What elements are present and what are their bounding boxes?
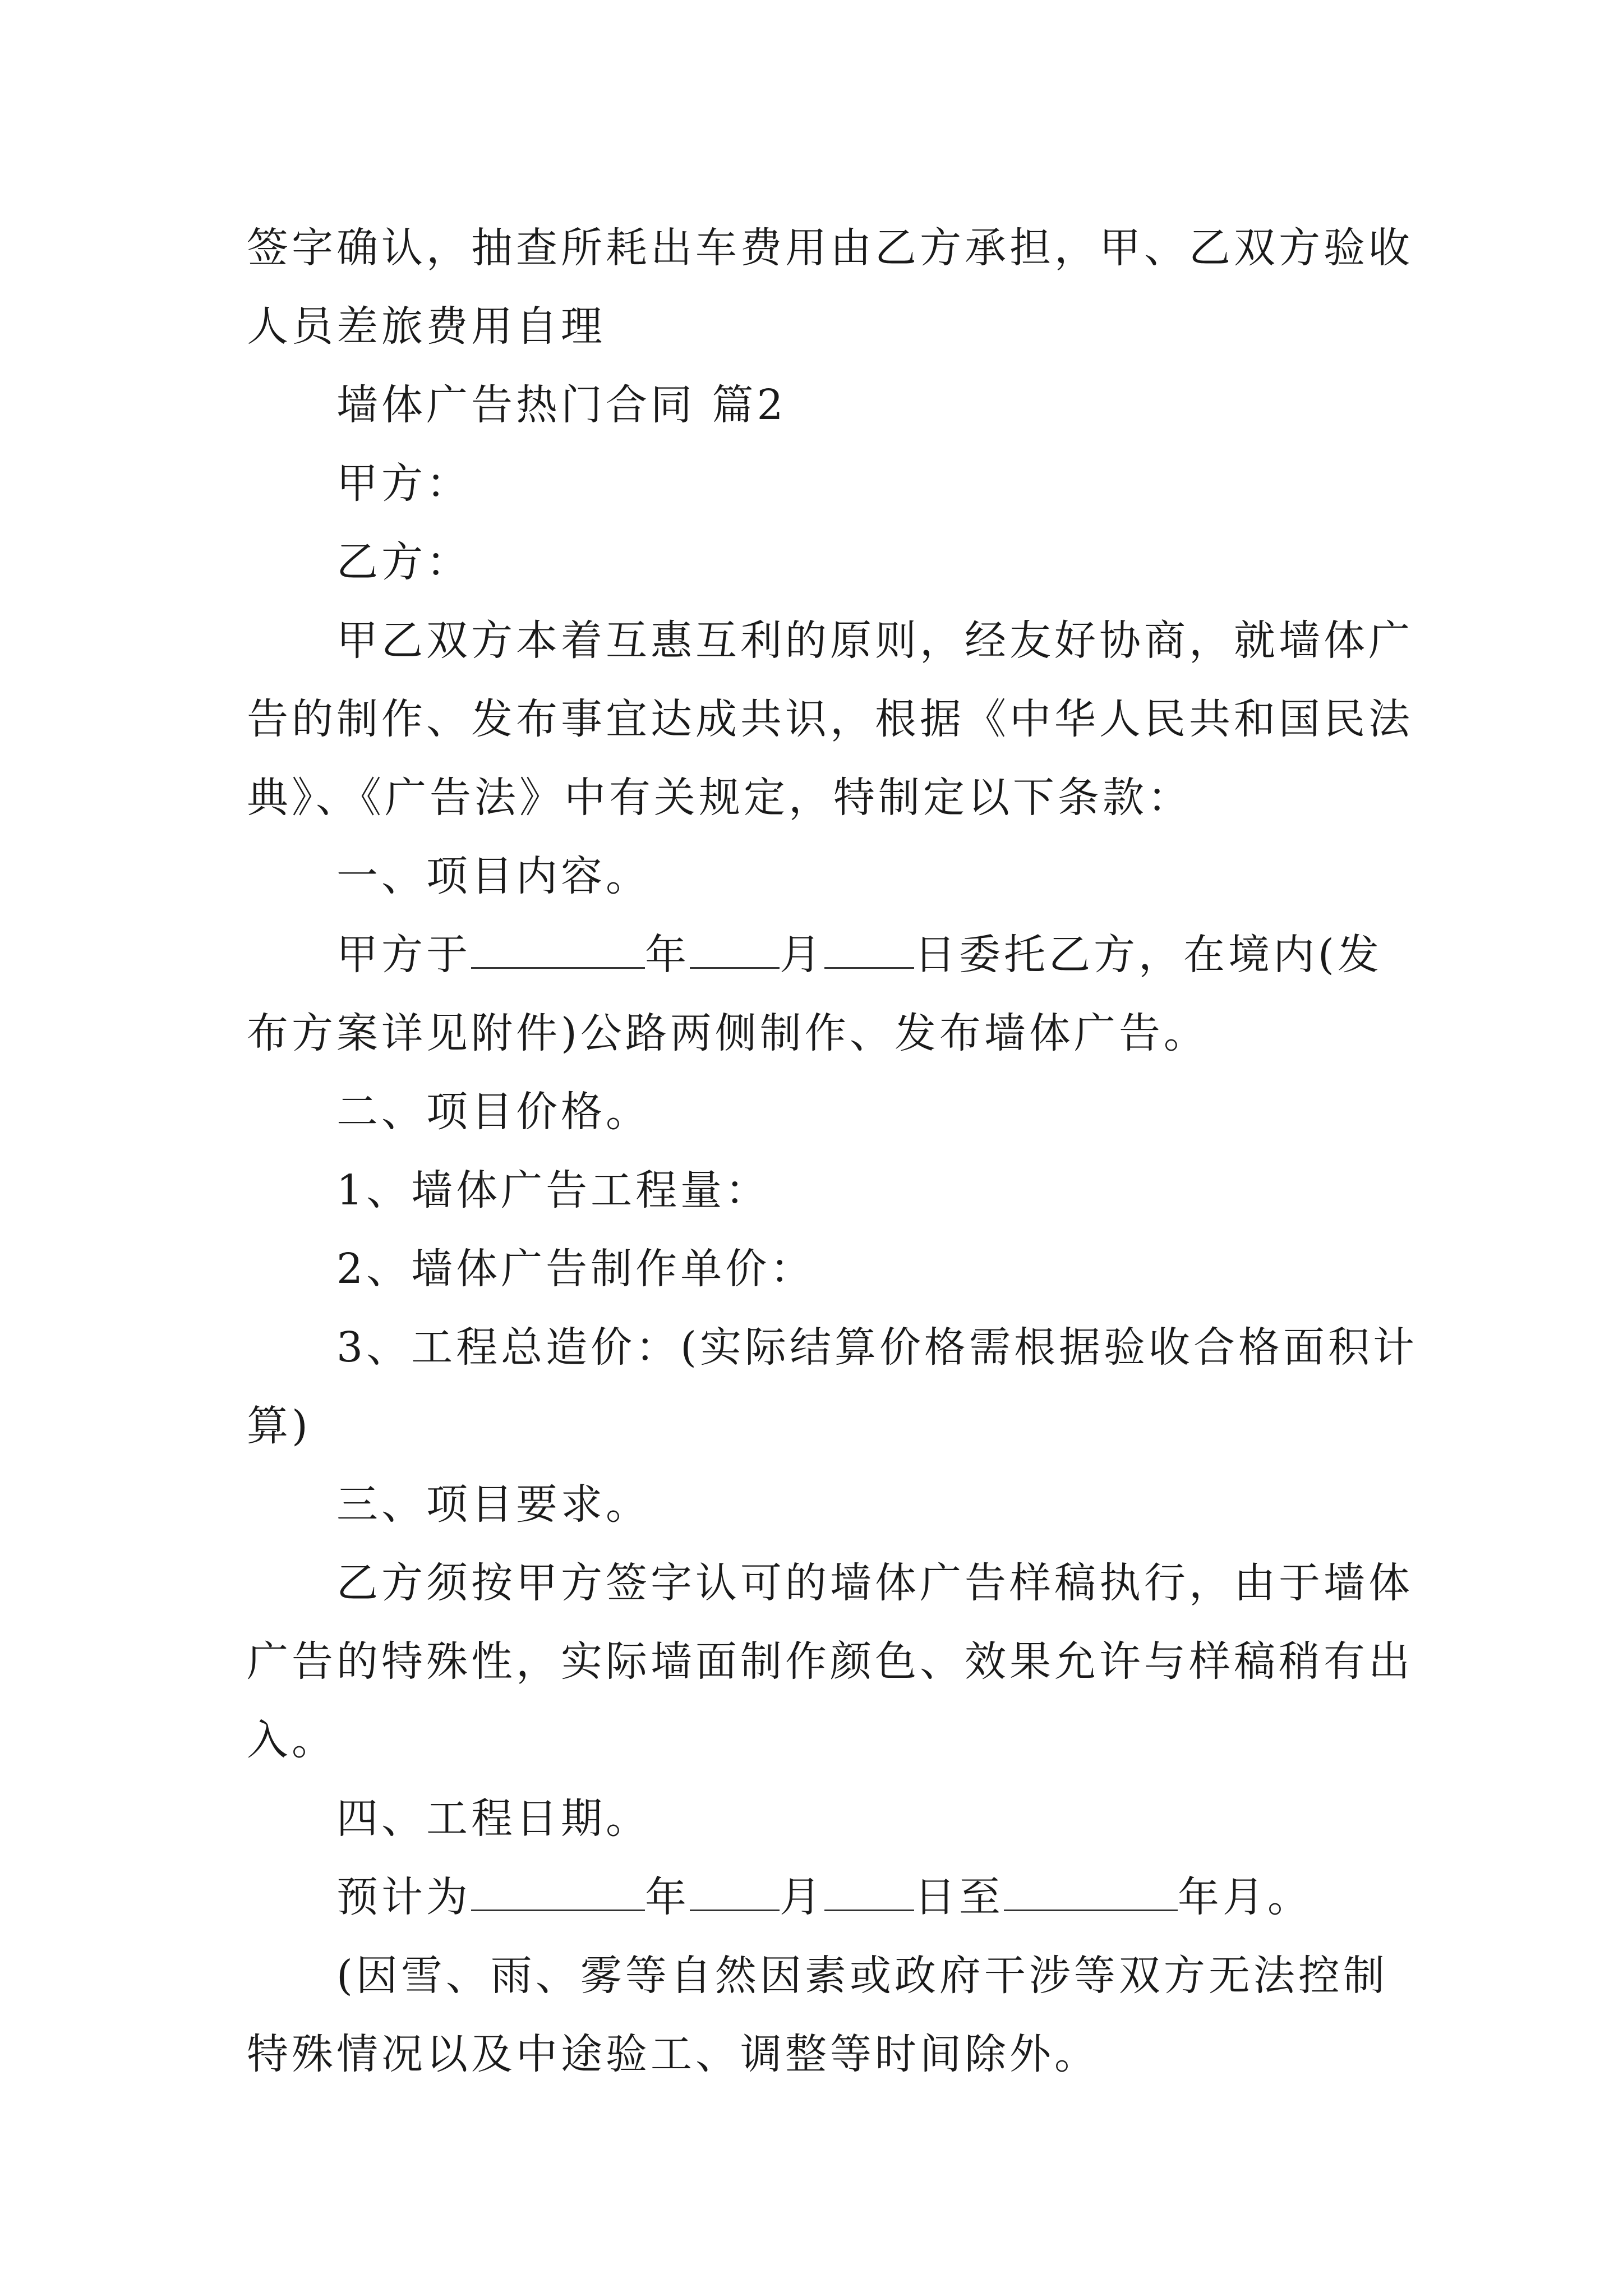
schedule-text-1: 预计为 [336, 1873, 471, 1921]
entrust-text-3: 月 [780, 931, 824, 979]
text-line-6: 甲乙双方本着互惠互利的原则，经友好协商，就墙体广 [336, 616, 1413, 665]
clause-heading-1: 一、项目内容。 [336, 852, 651, 900]
clause-heading-3: 三、项目要求。 [336, 1480, 651, 1529]
text-line-24: 特殊情况以及中途验工、调整等时间除外。 [247, 2030, 1099, 2078]
start-day-blank [824, 1865, 914, 1911]
text-line-18: 乙方须按甲方签字认可的墙体广告样稿执行，由于墙体 [336, 1559, 1413, 1607]
day-blank [824, 922, 914, 969]
price-item-2: 2、墙体广告制作单价： [336, 1245, 815, 1293]
text-line-1: 签字确认，抽查所耗出车费用由乙方承担，甲、乙双方验收 [247, 224, 1413, 272]
start-month-blank [690, 1865, 780, 1911]
price-item-3: 3、工程总造价：(实际结算价格需根据验收合格面积计 [336, 1323, 1418, 1372]
schedule-text-3: 月 [780, 1873, 824, 1921]
schedule-text-2: 年 [645, 1873, 690, 1921]
section-heading: 墙体广告热门合同 篇2 [336, 381, 787, 429]
clause-heading-2: 二、项目价格。 [336, 1088, 651, 1136]
text-line-19: 广告的特殊性，实际墙面制作颜色、效果允许与样稿稍有出 [247, 1637, 1413, 1686]
entrust-text-2: 年 [645, 931, 690, 979]
text-line-16: 算) [247, 1402, 311, 1450]
start-year-blank [471, 1865, 645, 1911]
text-line-7: 告的制作、发布事宜达成共识，根据《中华人民共和国民法 [247, 695, 1413, 743]
schedule-line [247, 1858, 1391, 1936]
party-b-label: 乙方： [336, 538, 471, 586]
entrust-line [247, 915, 1391, 994]
entrust-text-1: 甲方于 [336, 931, 471, 979]
text-line-8: 典》、《广告法》中有关规定，特制定以下条款： [247, 774, 1192, 822]
schedule-text-4: 日至 [914, 1873, 1004, 1921]
clause-heading-4: 四、工程日期。 [336, 1795, 651, 1843]
party-a-label: 甲方： [336, 459, 471, 508]
end-year-blank [1004, 1865, 1178, 1911]
entrust-text-4: 日委托乙方，在境内(发 [914, 931, 1382, 979]
document-page [247, 209, 1418, 2093]
price-item-1: 1、墙体广告工程量： [336, 1166, 771, 1214]
month-blank [690, 922, 780, 969]
text-line-2: 人员差旅费用自理 [247, 302, 606, 351]
text-line-11: 布方案详见附件)公路两侧制作、发布墙体广告。 [247, 1009, 1209, 1057]
text-line-20: 入。 [247, 1716, 336, 1764]
text-line-23: (因雪、雨、雾等自然因素或政府干涉等双方无法控制 [336, 1952, 1388, 2000]
year-blank [471, 922, 645, 969]
schedule-text-5: 年月。 [1178, 1873, 1312, 1921]
